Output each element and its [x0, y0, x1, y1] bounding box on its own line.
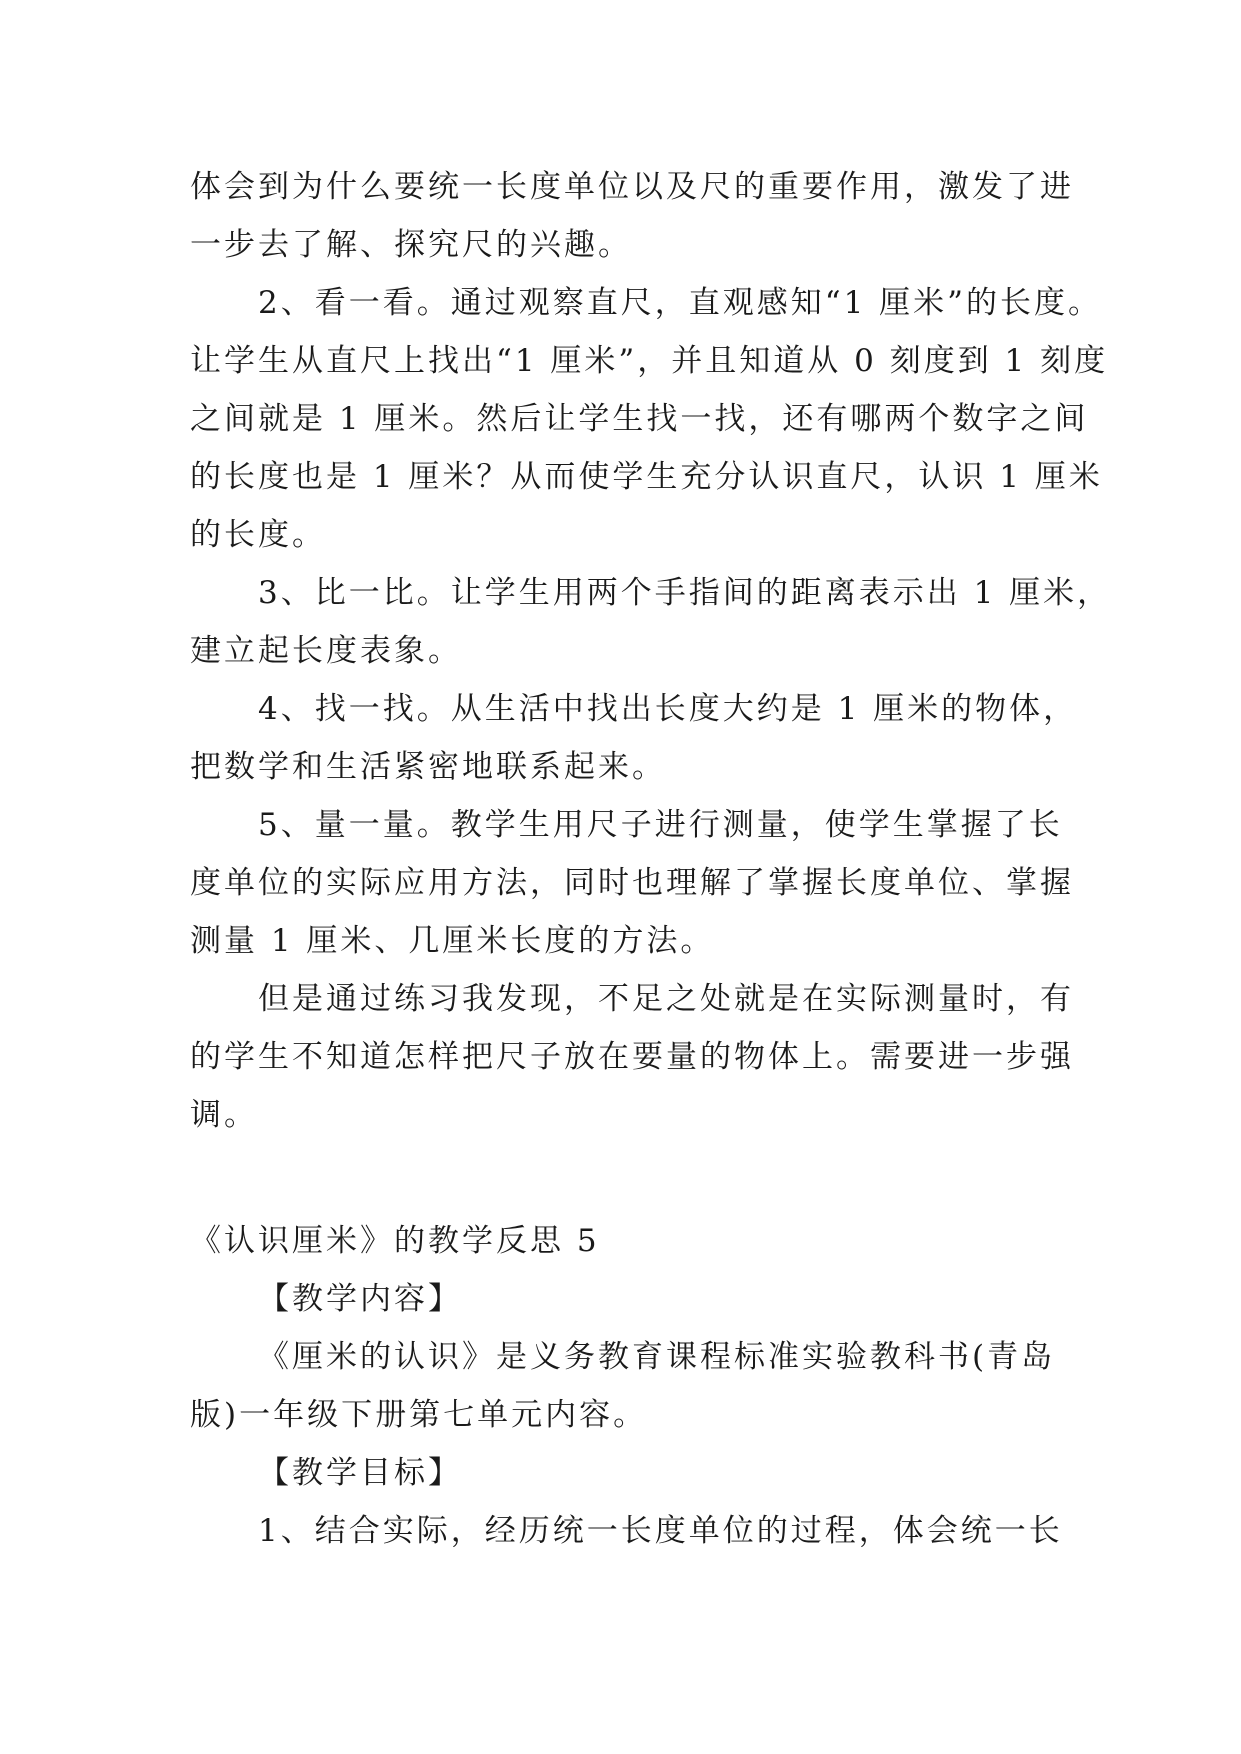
list-item-5: 5、量一量。教学生用尺子进行测量，使学生掌握了长 [258, 807, 1063, 843]
body-text-upper [190, 158, 1112, 1144]
list-item-4: 4、找一找。从生活中找出长度大约是 1 厘米的物体， [258, 691, 1078, 727]
objective-item-1: 1、结合实际，经历统一长度单位的过程，体会统一长 [258, 1513, 1063, 1549]
paragraph-line: 版)一年级下册第七单元内容。 [190, 1397, 648, 1433]
section-title: 《认识厘米》的教学反思 5 [190, 1223, 600, 1259]
paragraph-line: 的学生不知道怎样把尺子放在要量的物体上。需要进一步强 [190, 1039, 1074, 1075]
paragraph-line: 建立起长度表象。 [190, 633, 462, 669]
paragraph-line: 一步去了解、探究尺的兴趣。 [190, 227, 632, 263]
content-heading: 【教学内容】 [258, 1281, 462, 1317]
paragraph-line: 的长度也是 1 厘米？从而使学生充分认识直尺，认识 1 厘米 [190, 459, 1103, 495]
paragraph-line: 测量 1 厘米、几厘米长度的方法。 [190, 923, 715, 959]
paragraph-line: 体会到为什么要统一长度单位以及尺的重要作用，激发了进 [190, 169, 1074, 205]
list-item-3: 3、比一比。让学生用两个手指间的距离表示出 1 厘米， [258, 575, 1112, 611]
paragraph-line: 调。 [190, 1097, 258, 1133]
reflection-paragraph: 但是通过练习我发现，不足之处就是在实际测量时，有 [258, 981, 1074, 1017]
objective-heading: 【教学目标】 [258, 1455, 462, 1491]
paragraph-line: 让学生从直尺上找出“1 厘米”，并且知道从 0 刻度到 1 刻度 [190, 343, 1109, 379]
paragraph-line: 之间就是 1 厘米。然后让学生找一找，还有哪两个数字之间 [190, 401, 1089, 437]
list-item-2: 2、看一看。通过观察直尺，直观感知“1 厘米”的长度。 [258, 285, 1102, 321]
body-text-lower [190, 1212, 1063, 1560]
paragraph-line: 度单位的实际应用方法，同时也理解了掌握长度单位、掌握 [190, 865, 1074, 901]
paragraph-line: 的长度。 [190, 517, 326, 553]
paragraph-line: 把数学和生活紧密地联系起来。 [190, 749, 666, 785]
content-paragraph: 《厘米的认识》是义务教育课程标准实验教科书(青岛 [258, 1339, 1056, 1375]
